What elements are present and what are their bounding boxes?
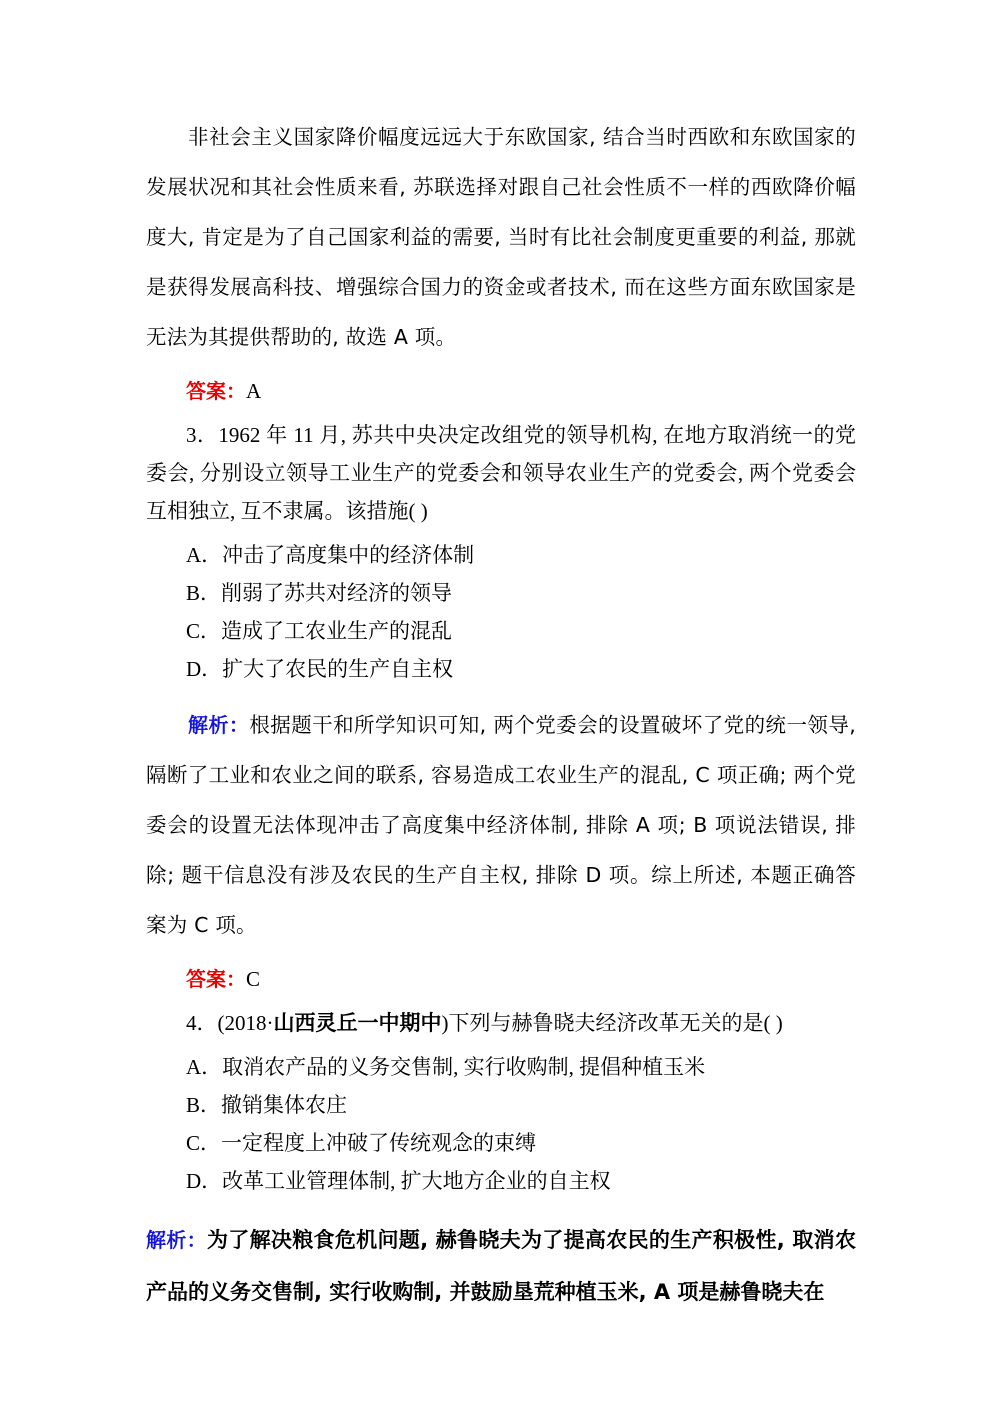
answer-value: C <box>246 967 261 991</box>
option-3-c[interactable]: C．造成了工农业生产的混乱 <box>186 619 453 643</box>
question-text-4: )下列与赫鲁晓夫经济改革无关的是( ) <box>441 1011 783 1035</box>
answer-line-q2 <box>146 372 856 410</box>
analysis-text: 为了解决粮食危机问题, 赫鲁晓夫为了提高农民的生产积极性, 取消农产品的义务交售制, 实行收购制, 并鼓励垦荒种植玉米, A 项是赫鲁晓夫在 <box>146 1228 857 1304</box>
spacer <box>146 1200 856 1214</box>
question-number-4: 4．(2018· <box>186 1011 274 1035</box>
option-3-b[interactable]: B．削弱了苏共对经济的领导 <box>186 581 453 605</box>
question-stem-4 <box>146 1004 856 1042</box>
spacer <box>146 688 856 700</box>
answer-label: 答案： <box>186 379 246 403</box>
analysis-paragraph-q3 <box>146 700 856 950</box>
analysis-text: 根据题干和所学知识可知, 两个党委会的设置破坏了党的统一领导, 隔断了工业和农业之间的联系, 容易造成工农业生产的混乱, C 项正确; 两个党委会的设置无法体现冲击了高度集中经济体制, 排除 A 项; B 项说法错误, 排除; 题干信息没有涉及农民的生产自主权, 排除 D 项。综上所述, 本题正确答案为 C 项。 <box>146 713 856 937</box>
answer-value: A <box>246 379 262 403</box>
analysis-paragraph-q2-continued: 非社会主义国家降价幅度远远大于东欧国家, 结合当时西欧和东欧国家的发展状况和其社会性质来看, 苏联选择对跟自己社会性质不一样的西欧降价幅度大, 肯定是为了自己国家利益的需要, 当时有比社会制度更重要的利益, 那就是获得发展高科技、增强综合国力的资金或者技术, 而在这些方面东欧国家是无法为其提供帮助的, 故选 A 项。 <box>146 125 856 349</box>
option-4-d[interactable]: D．改革工业管理体制, 扩大地方企业的自主权 <box>186 1169 611 1193</box>
spacer <box>146 950 856 960</box>
option-3-d[interactable]: D．扩大了农民的生产自主权 <box>186 657 454 681</box>
option-4-c[interactable]: C．一定程度上冲破了传统观念的束缚 <box>186 1131 537 1155</box>
analysis-label: 解析： <box>188 713 250 737</box>
answer-line-q3 <box>146 960 856 998</box>
question-stem-3: 3．1962 年 11 月, 苏共中央决定改组党的领导机构, 在地方取消统一的党委会, 分别设立领导工业生产的党委会和领导农业生产的党委会, 两个党委会互相独立, 互不隶属。该措施( ) <box>146 423 856 523</box>
option-4-b[interactable]: B．撤销集体农庄 <box>186 1093 348 1117</box>
question-source-4: 山西灵丘一中期中 <box>273 1011 442 1035</box>
analysis-paragraph-q4 <box>146 1214 856 1318</box>
answer-label: 答案： <box>186 967 246 991</box>
analysis-label: 解析： <box>146 1228 207 1252</box>
option-4-a[interactable]: A．取消农产品的义务交售制, 实行收购制, 提倡种植玉米 <box>186 1055 706 1079</box>
spacer <box>146 362 856 372</box>
option-3-a[interactable]: A．冲击了高度集中的经济体制 <box>186 543 475 567</box>
page-content-column <box>146 112 856 1318</box>
